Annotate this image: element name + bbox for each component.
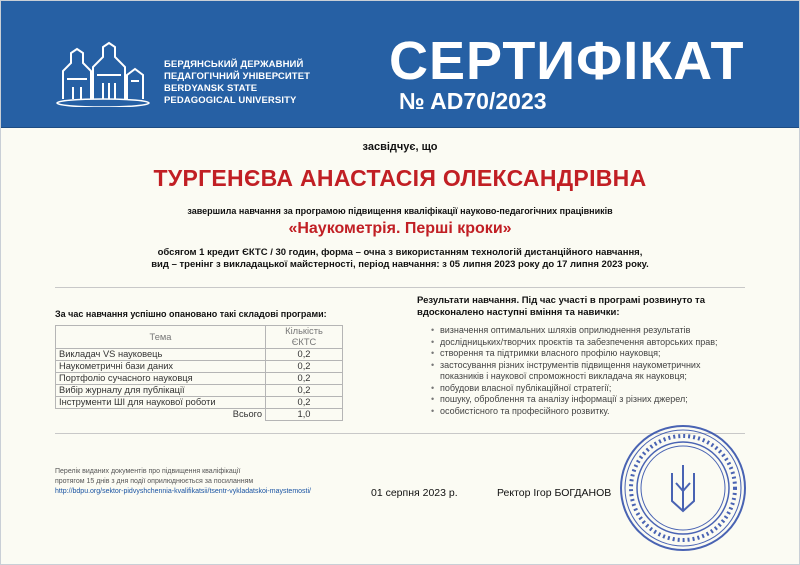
course-credits: 0,2 bbox=[266, 385, 343, 397]
course-topic: Інструменти ШІ для наукової роботи bbox=[56, 397, 266, 409]
bullet-icon: • bbox=[431, 382, 435, 393]
list-item bbox=[431, 371, 761, 383]
table-row bbox=[56, 349, 343, 361]
bullet-icon: • bbox=[431, 405, 435, 416]
column-header-credits bbox=[266, 326, 343, 349]
issue-date: 01 серпня 2023 р. bbox=[371, 487, 458, 499]
outcome-text: пошуку, оброблення та аналізу інформації з різних джерел; bbox=[440, 394, 688, 404]
divider bbox=[55, 287, 745, 288]
course-credits: 0,2 bbox=[266, 397, 343, 409]
outcome-text: створення та підтримки власного профілю науковця; bbox=[440, 348, 661, 358]
outcome-text: показників і наукової спроможності викладача як науковця; bbox=[440, 371, 687, 381]
table-header-row bbox=[56, 326, 343, 349]
university-name bbox=[164, 59, 310, 107]
table-row bbox=[56, 385, 343, 397]
column-header-credits-line: Кількість bbox=[285, 326, 323, 336]
footnote-line: Перелік виданих документів про підвищення кваліфікації bbox=[55, 468, 241, 475]
list-item bbox=[431, 394, 761, 406]
certificate-number: № AD70/2023 bbox=[399, 88, 547, 114]
results-title-line: Результати навчання. Під час участі в програмі розвинуто та bbox=[417, 295, 705, 306]
course-topic: Наукометричні бази даних bbox=[56, 361, 266, 373]
list-item bbox=[431, 348, 761, 360]
outcome-text: визначення оптимальних шляхів оприлюднення результатів bbox=[440, 325, 691, 335]
outcome-text: застосування різних інструментів підвищення наукометричних bbox=[440, 359, 701, 370]
column-header-credits-line: ЄКТС bbox=[291, 337, 317, 347]
recipient-name: ТУРГЕНЄВА АНАСТАСІЯ ОЛЕКСАНДРІВНА bbox=[153, 165, 647, 191]
program-details-line: обсягом 1 кредит ЄКТС / 30 годин, форма – очна з використанням технологій дистанційного навчання, bbox=[157, 247, 643, 258]
table-total-row bbox=[56, 409, 343, 421]
bullet-icon: • bbox=[431, 348, 435, 358]
course-topic: Викладач VS науковець bbox=[56, 349, 266, 361]
outcome-text: побудови власної публікаційної стратегії; bbox=[440, 382, 612, 393]
outcome-text: дослідницьких/творчих проєктів та забезпечення авторських прав; bbox=[440, 336, 718, 347]
course-topic: Вибір журналу для публікації bbox=[56, 385, 266, 397]
university-name-line: BERDYANSK STATE bbox=[164, 83, 258, 94]
table-row bbox=[56, 361, 343, 373]
outcomes-list bbox=[431, 325, 761, 417]
program-details-line: вид – тренінг з викладацької майстерності, період навчання: з 05 липня 2023 року до 17 липня 2023 року. bbox=[151, 259, 649, 270]
university-name-line: БЕРДЯНСЬКИЙ ДЕРЖАВНИЙ bbox=[164, 59, 304, 70]
course-credits: 0,2 bbox=[266, 349, 343, 361]
total-value: 1,0 bbox=[266, 409, 343, 421]
official-seal-icon bbox=[618, 423, 748, 553]
program-title: «Наукометрія. Перші кроки» bbox=[288, 220, 512, 237]
list-item bbox=[431, 337, 761, 349]
table-row bbox=[56, 373, 343, 385]
course-credits: 0,2 bbox=[266, 373, 343, 385]
bullet-icon: • bbox=[431, 359, 435, 370]
results-title-line: вдосконалено наступні вміння та навички: bbox=[417, 307, 620, 318]
course-topic: Портфоліо сучасного науковця bbox=[56, 373, 266, 385]
total-label: Всього bbox=[56, 409, 266, 421]
certificate-header bbox=[1, 1, 799, 128]
university-name-line: PEDAGOGICAL UNIVERSITY bbox=[164, 95, 297, 106]
list-item bbox=[431, 325, 761, 337]
outcome-text: особистісного та професійного розвитку. bbox=[440, 405, 610, 416]
footnote bbox=[55, 467, 311, 497]
course-credits: 0,2 bbox=[266, 361, 343, 373]
bullet-icon: • bbox=[431, 336, 435, 347]
attests-text: засвідчує, що bbox=[362, 141, 438, 153]
results-title bbox=[417, 295, 747, 319]
certificate-title: СЕРТИФІКАТ bbox=[389, 31, 745, 91]
courses-table bbox=[55, 325, 343, 421]
registry-link[interactable]: http://bdpu.org/sektor-pidvyshchennia-kvalifikatsii/tsentr-vykladatskoi-maystemosti/ bbox=[55, 488, 311, 495]
bullet-icon: • bbox=[431, 394, 435, 404]
rector-signature: Ректор Ігор БОГДАНОВ bbox=[497, 487, 612, 499]
list-item bbox=[431, 383, 761, 395]
university-name-line: ПЕДАГОГІЧНИЙ УНІВЕРСИТЕТ bbox=[164, 71, 311, 82]
courses-title: За час навчання успішно опановано такі складові програми: bbox=[55, 309, 327, 319]
footnote-line: протягом 15 днів з дня події оприлюднюється за посиланням bbox=[55, 478, 254, 485]
list-item bbox=[431, 360, 761, 372]
list-item bbox=[431, 406, 761, 418]
column-header-topic: Тема bbox=[56, 326, 266, 349]
completion-statement: завершила навчання за програмою підвищення кваліфікації науково-педагогічних працівників bbox=[187, 206, 613, 216]
table-row bbox=[56, 397, 343, 409]
university-emblem-icon bbox=[53, 41, 155, 107]
program-details bbox=[1, 247, 799, 271]
bullet-icon: • bbox=[431, 325, 435, 335]
